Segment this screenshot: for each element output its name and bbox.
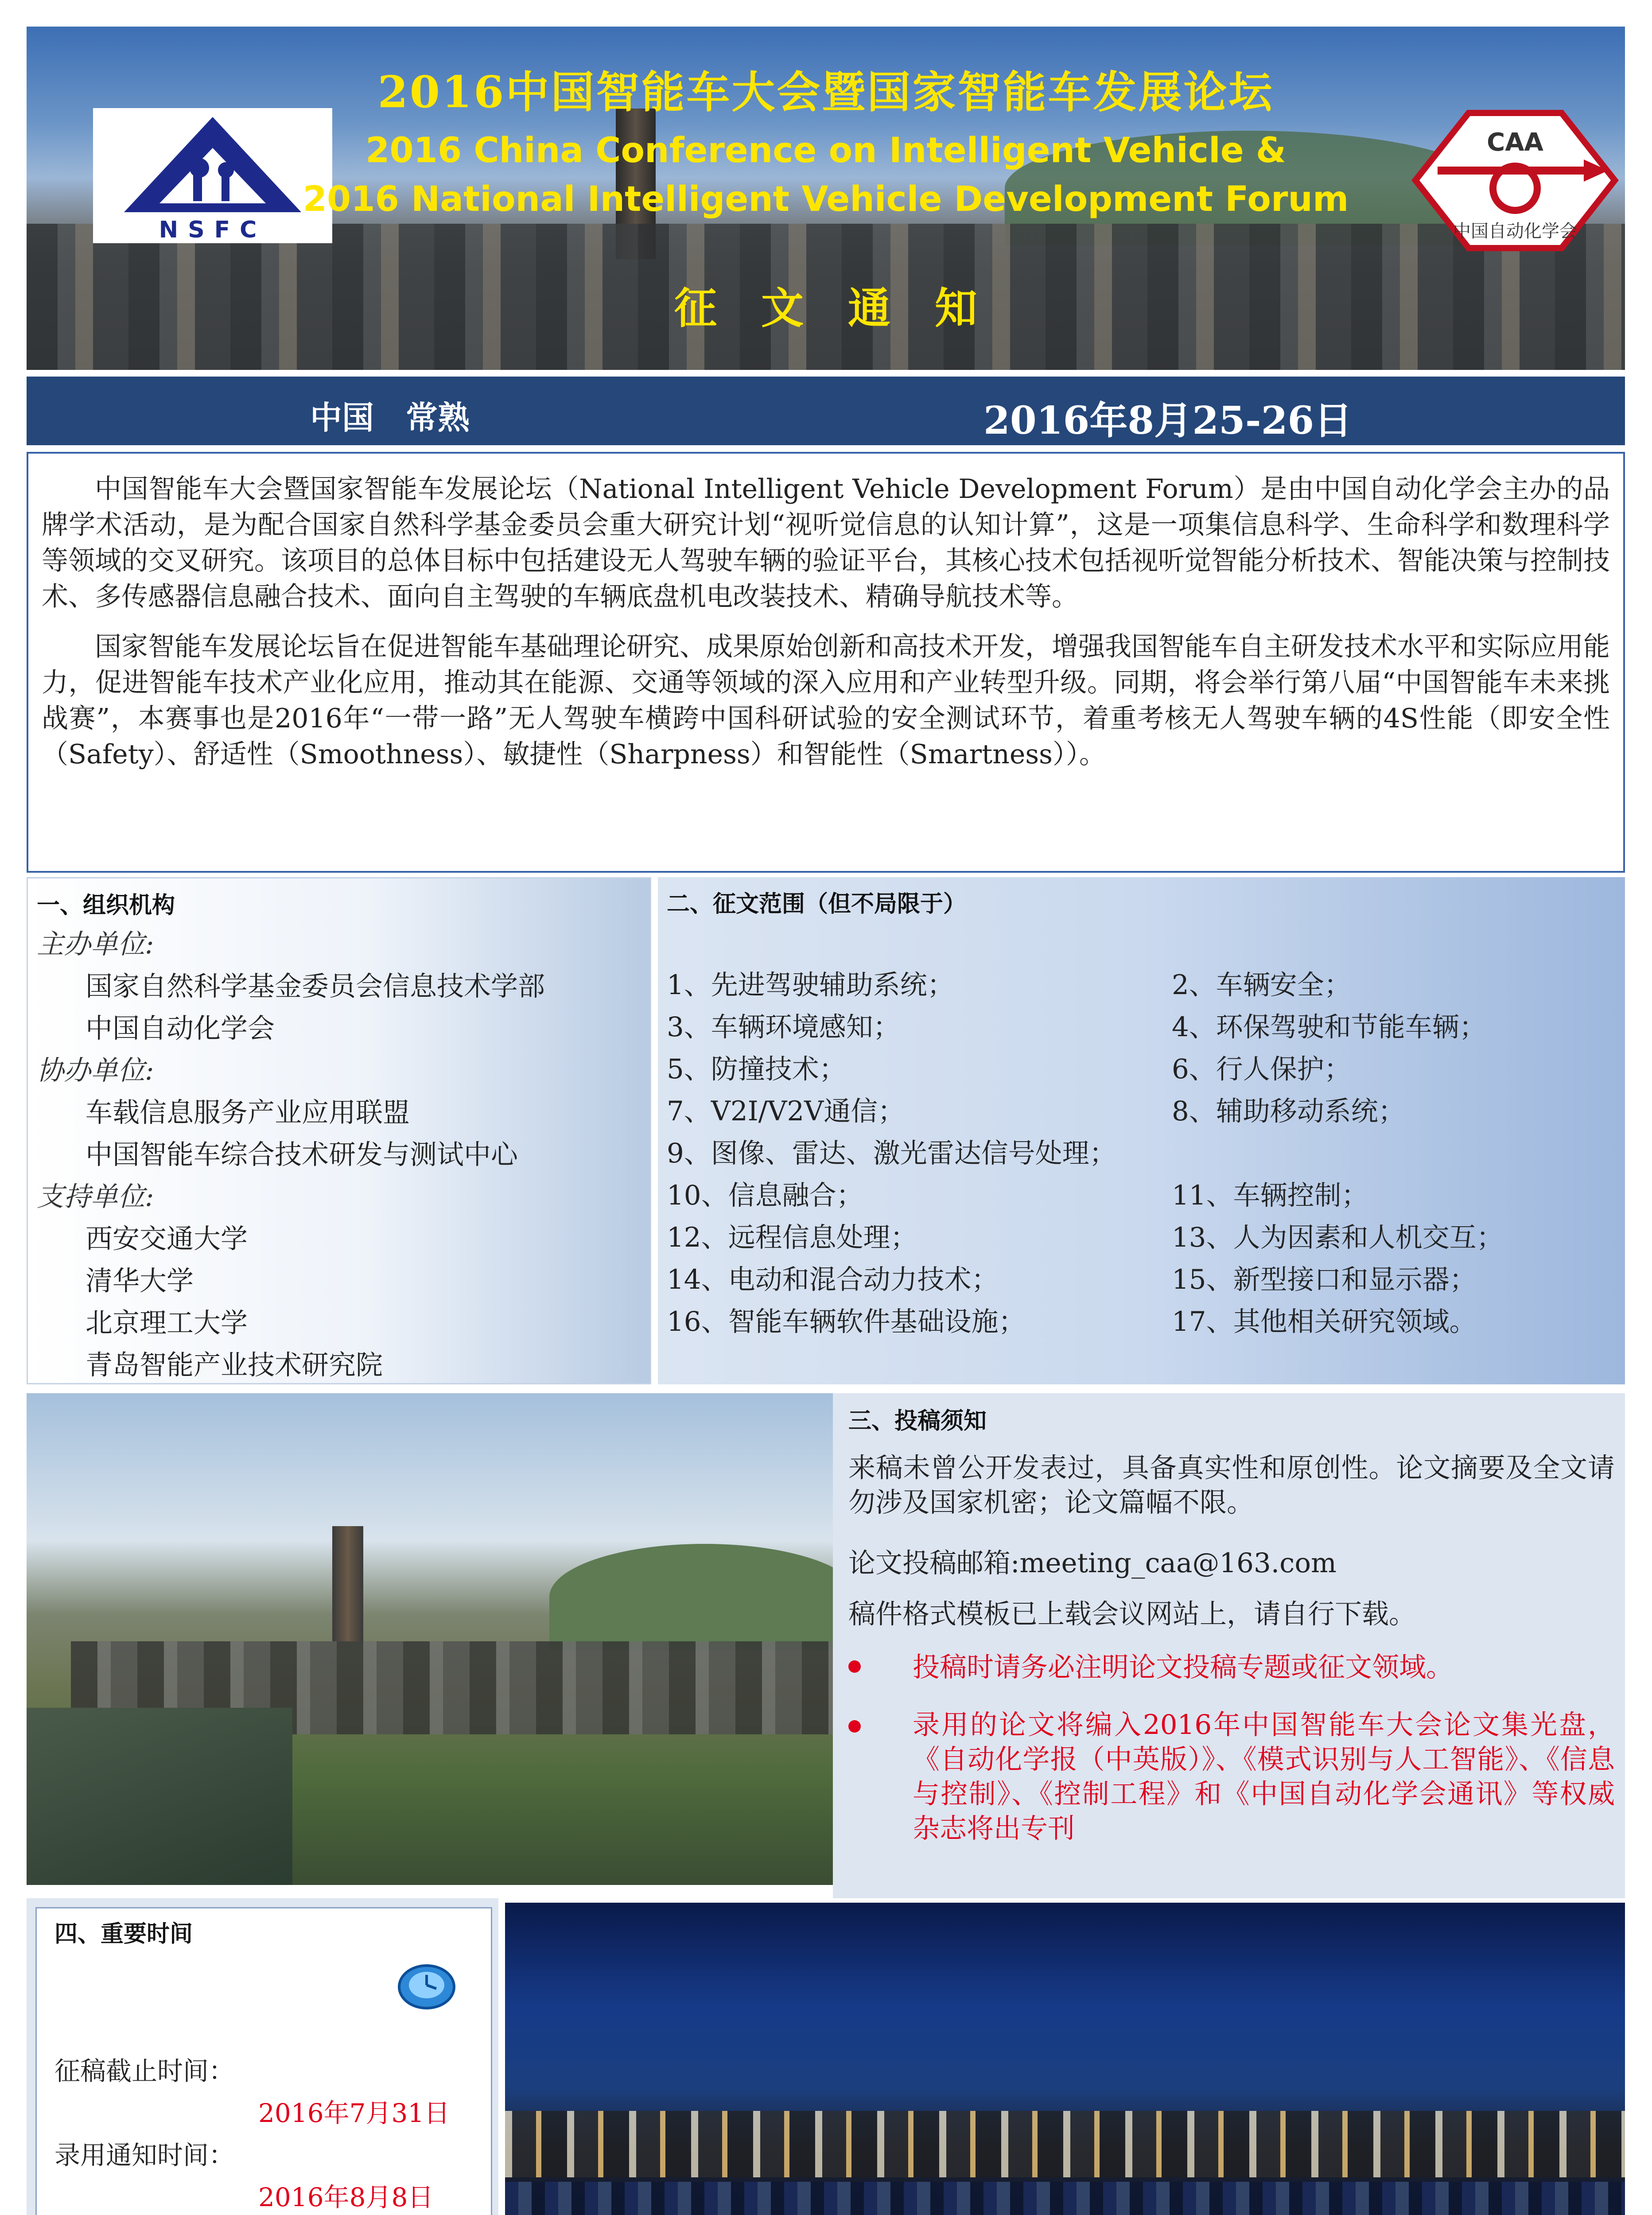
photo-lit-buildings [505, 2111, 1625, 2177]
deadline-label: 征稿截止时间： [54, 2056, 235, 2086]
scope-item: 2、车辆安全； [1172, 969, 1351, 1001]
photo-mountain [549, 1544, 833, 1650]
nsfc-logo-icon [93, 108, 332, 243]
call-for-papers-title: 征文通知 [674, 283, 1022, 333]
scope-item: 4、环保驾驶和节能车辆； [1172, 1011, 1486, 1043]
scope-item: 11、车辆控制； [1172, 1180, 1368, 1211]
intro-paragraph-2: 国家智能车发展论坛旨在促进智能车基础理论研究、成果原始创新和高技术开发，增强我国智能车自主研发技术水平和实际应用能力，促进智能车技术产业化应用，推动其在能源、交通等领域的深入应用和产业转型升级。同期，将会举行第八届“中国智能车未来挑战赛”，本赛事也是2016年“一带一路”无人驾驶车横跨中国科研试验的安全测试环节，着重考核无人驾驶车辆的4S性能（即安全性（Safety）、舒适性（Smoothness）、敏捷性（Sharpness）和智能性（Smartness））。 [42, 631, 1610, 770]
title-en-line1: 2016 China Conference on Intelligent Vehicle & [365, 131, 1286, 171]
supporter-label: 支持单位: [37, 1181, 154, 1212]
submission-bullet-1: 投稿时请务必注明论文投稿专题或征文领域。 [913, 1652, 1454, 1683]
submission-requirements: 来稿未曾公开发表过，具备真实性和原创性。论文摘要及全文请勿涉及国家机密；论文篇幅不限。 [848, 1452, 1615, 1518]
host-item: 中国自动化学会 [86, 1013, 275, 1044]
caa-logo-text: CAA [1487, 128, 1543, 157]
scope-item: 13、人为因素和人机交互； [1172, 1222, 1504, 1253]
night-river-photo [505, 1903, 1625, 2215]
scope-item: 3、车辆环境感知； [667, 1011, 900, 1043]
submission-title: 三、投稿须知 [848, 1407, 987, 1434]
town-aerial-photo [27, 1393, 833, 1885]
co-organizer-item: 车载信息服务产业应用联盟 [86, 1097, 410, 1128]
scope-item: 9、图像、雷达、激光雷达信号处理； [667, 1138, 1116, 1169]
intro-paragraph-1: 中国智能车大会暨国家智能车发展论坛（National Intelligent Vehicle Development Forum）是由中国自动化学会主办的品牌学术活动，是为配合国家自然科学基金委员会重大研究计划“视听觉信息的认知计算”，这是一项集信息科学、生命科学和数理科学等领域的交叉研究。该项目的总体目标中包括建设无人驾驶车辆的验证平台，其核心技术包括视听觉智能分析技术、智能决策与控制技术、多传感器信息融合技术、面向自主驾驶的车辆底盘机电改装技术、精确导航技术等。 [42, 474, 1610, 612]
title-en-line2: 2016 National Intelligent Vehicle Development Forum [303, 179, 1349, 219]
caa-logo-ring-text: 中国自动化学会 [1453, 221, 1577, 241]
important-dates-section [27, 1898, 498, 2215]
submission-bullet-2: 录用的论文将编入2016年中国智能车大会论文集光盘，《自动化学报（中英版）》、《模式识别与人工智能》、《信息与控制》、《控制工程》和《中国自动化学会通讯》等权威杂志将出专刊 [913, 1709, 1615, 1844]
scope-item: 7、V2I/V2V通信； [667, 1096, 905, 1127]
supporter-item: 北京理工大学 [86, 1307, 248, 1339]
location-bar [27, 377, 1625, 445]
bullet-icon [848, 1660, 861, 1673]
scope-item: 12、远程信息处理； [667, 1222, 917, 1253]
organization-section [27, 877, 651, 1384]
scope-item: 15、新型接口和显示器； [1172, 1264, 1477, 1295]
photo-pagoda [332, 1526, 363, 1641]
notification-label: 录用通知时间： [54, 2140, 235, 2170]
important-dates-box [35, 1907, 492, 2215]
scope-item: 6、行人保护； [1172, 1053, 1351, 1085]
scope-item: 16、智能车辆软件基础设施； [667, 1306, 1026, 1337]
supporter-item: 清华大学 [86, 1265, 194, 1297]
co-organizer-label: 协办单位: [37, 1055, 154, 1086]
photo-river [27, 1708, 292, 1885]
header-banner [27, 27, 1625, 370]
scope-item: 1、先进驾驶辅助系统； [667, 969, 954, 1001]
submission-template-note: 稿件格式模板已上载会议网站上，请自行下载。 [848, 1598, 1416, 1630]
supporter-item: 青岛智能产业技术研究院 [86, 1349, 383, 1381]
submission-section [833, 1393, 1625, 1898]
scope-item: 5、防撞技术； [667, 1053, 846, 1085]
scope-item: 14、电动和混合动力技术； [667, 1264, 999, 1295]
scope-title: 二、征文范围（但不局限于） [667, 890, 967, 917]
co-organizer-item: 中国智能车综合技术研发与测试中心 [86, 1139, 518, 1170]
title-zh [27, 58, 1625, 120]
scope-section [658, 877, 1625, 1384]
host-label: 主办单位: [37, 929, 154, 960]
title-zh-text: 中国智能车大会暨国家智能车发展论坛 [505, 67, 1274, 118]
deadline-value: 2016年7月31日 [258, 2098, 450, 2128]
intro-box [27, 452, 1625, 873]
organization-title: 一、组织机构 [37, 892, 175, 919]
scope-item: 17、其他相关研究领域。 [1172, 1306, 1477, 1337]
nsfc-logo [93, 108, 332, 243]
nsfc-logo-text: NSFC [159, 217, 267, 243]
host-item: 国家自然科学基金委员会信息技术学部 [86, 971, 545, 1002]
conference-dates: 2016年8月25-26日 [983, 398, 1353, 443]
important-dates-title: 四、重要时间 [54, 1920, 193, 1947]
scope-item: 10、信息融合； [667, 1180, 863, 1211]
clock-icon [396, 1959, 458, 2013]
bullet-icon [848, 1720, 861, 1733]
location-text: 中国 常熟 [310, 399, 470, 436]
supporter-item: 西安交通大学 [86, 1223, 248, 1255]
notification-value: 2016年8月8日 [258, 2182, 434, 2212]
photo-water-reflection [505, 2182, 1625, 2215]
scope-item: 8、辅助移动系统； [1172, 1096, 1405, 1127]
submission-email: 论文投稿邮箱:meeting_caa@163.com [848, 1547, 1337, 1579]
title-zh-year: 2016 [377, 67, 506, 118]
